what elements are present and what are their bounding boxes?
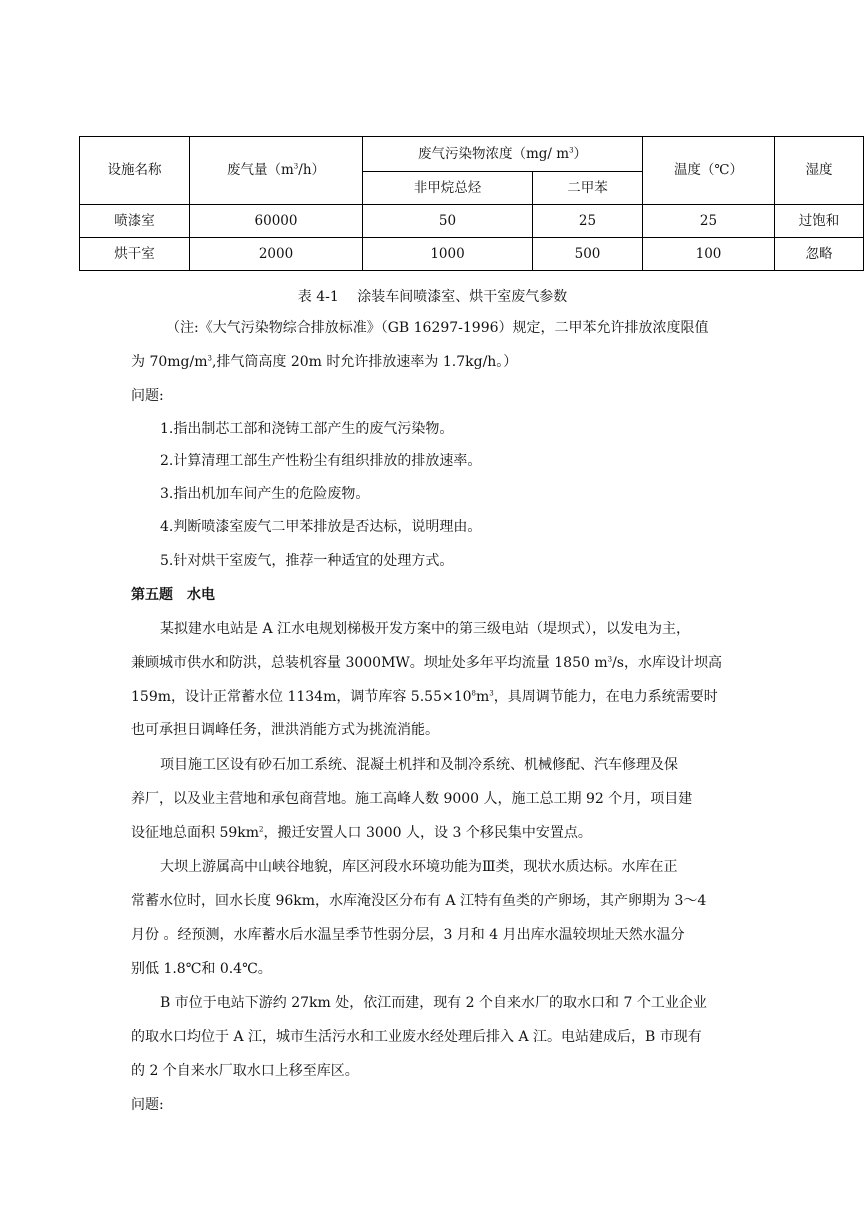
header-concentration: 废气污染物浓度（mg/ $m^3$） [363, 137, 643, 172]
cell-temperature: 100 [643, 238, 775, 271]
header-xylene: 二甲苯 [533, 172, 643, 205]
question-item: 3.指出机加车间产生的危险废物。 [160, 486, 370, 502]
header-gas-volume: 废气量$(m^3/h)$ [190, 137, 363, 205]
cell-facility: 烘干室 [80, 238, 190, 271]
table-caption: 表 4-1 涂装车间喷漆室、烘干室废气参数 [297, 289, 568, 305]
cell-facility: 喷漆室 [80, 205, 190, 238]
cell-xylene: 500 [533, 238, 643, 271]
cell-volume: 2000 [190, 238, 363, 271]
paragraph-line: 养厂，以及业主营地和承包商营地。施工高峰人数 9000 人，施工总工期 92 个月，项目建 [131, 791, 693, 807]
cell-humidity: 忽略 [775, 238, 864, 271]
cell-xylene: 25 [533, 205, 643, 238]
questions-label: 问题: [131, 1097, 164, 1113]
paragraph-line: 别低 1.8℃和 0.4℃。 [131, 961, 272, 977]
header-facility: 设施名称 [80, 137, 190, 205]
paragraph-line: B 市位于电站下游约 27km 处，依江而建，现有 2 个自来水厂的取水口和 7 个工业企业 [160, 995, 707, 1011]
header-temperature: 温度（℃） [643, 137, 775, 205]
note-line-2: 为 $70mg/m^3$,排气筒高度 20m 时允许排放速率为 1.7kg/h。） [131, 354, 518, 370]
table-header-row [80, 137, 864, 172]
note-line-1: （注:《大气污染物综合排放标准》（GB 16297-1996）规定，二甲苯允许排放浓度限值 [166, 320, 709, 336]
paragraph-line: 的 2 个自来水厂取水口上移至库区。 [131, 1063, 359, 1079]
paragraph-line: 月份 。经预测，水库蓄水后水温呈季节性弱分层，3 月和 4 月出库水温较坝址天然水温分 [131, 927, 685, 943]
paragraph-line: 常蓄水位时，回水长度 96km，水库淹没区分布有 A 江特有鱼类的产卵场，其产卵期为 3～4 [131, 893, 707, 909]
question-item: 4.判断喷漆室废气二甲苯排放是否达标，说明理由。 [160, 519, 482, 535]
waste-gas-parameter-table [79, 136, 864, 271]
paragraph-line: 也可承担日调峰任务，泄洪消能方式为挑流消能。 [131, 722, 439, 738]
paragraph-line: 159m，设计正常蓄水位 1134m，调节库容 $5.55\times 10^8m^3$，具周调节能力，在电力系统需要时 [131, 689, 718, 705]
paragraph-line: 设征地总面积 $59km^2$，搬迁安置人口 3000 人，设 3 个移民集中安置点。 [131, 825, 592, 841]
paragraph-line: 大坝上游属高中山峡谷地貌，库区河段水环境功能为Ⅲ类，现状水质达标。水库在正 [160, 859, 678, 875]
table-row [80, 238, 864, 271]
cell-volume: 60000 [190, 205, 363, 238]
header-nmhc: 非甲烷总烃 [363, 172, 533, 205]
paragraph-line: 的取水口均位于 A 江，城市生活污水和工业废水经处理后排入 A 江。电站建成后，B 市现有 [131, 1029, 702, 1045]
paragraph-line: 项目施工区设有砂石加工系统、混凝土机拌和及制冷系统、机械修配、汽车修理及保 [160, 757, 678, 773]
questions-label: 问题: [131, 388, 164, 404]
cell-temperature: 25 [643, 205, 775, 238]
header-humidity: 湿度 [775, 137, 864, 205]
cell-nmhc: 1000 [363, 238, 533, 271]
cell-humidity: 过饱和 [775, 205, 864, 238]
table-row [80, 205, 864, 238]
section-title: 第五题 水电 [131, 587, 215, 603]
paragraph-line: 某拟建水电站是 A 江水电规划梯极开发方案中的第三级电站（堤坝式），以发电为主， [160, 621, 691, 637]
question-item: 2.计算清理工部生产性粉尘有组织排放的排放速率。 [160, 453, 482, 469]
paragraph-line: 兼顾城市供水和防洪，总装机容量 3000MW。坝址处多年平均流量 1850 $m^3/s$，水库设计坝高 [131, 655, 722, 671]
question-item: 1.指出制芯工部和浇铸工部产生的废气污染物。 [160, 421, 454, 437]
question-item: 5.针对烘干室废气，推荐一种适宜的处理方式。 [160, 553, 454, 569]
cell-nmhc: 50 [363, 205, 533, 238]
